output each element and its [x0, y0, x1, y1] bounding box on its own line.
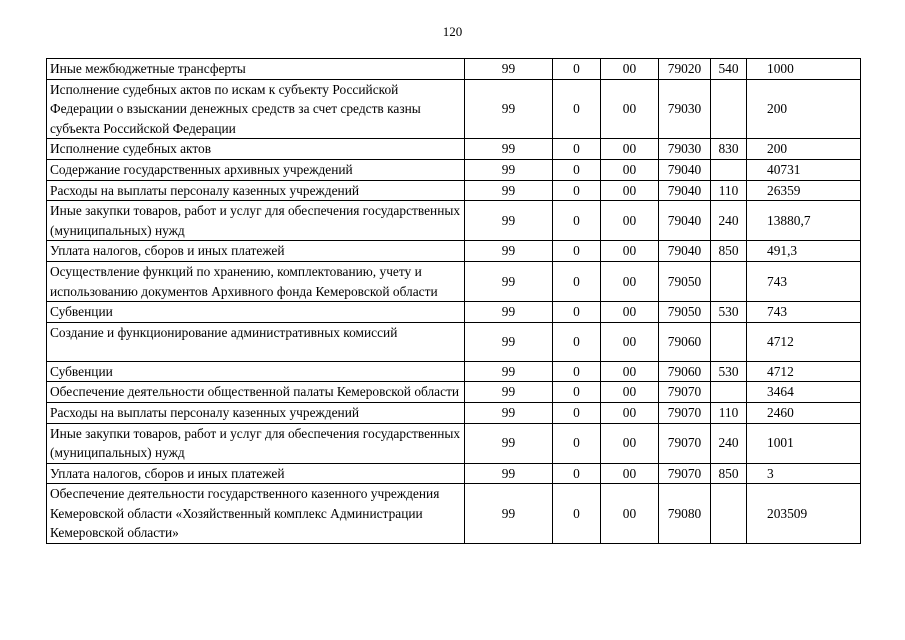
- cell-code-1: 99: [465, 159, 553, 180]
- table-row: [47, 180, 861, 201]
- table-row: [47, 302, 861, 323]
- cell-code-4: 79040: [659, 201, 711, 241]
- cell-code-2: 0: [553, 241, 601, 262]
- cell-code-1: 99: [465, 79, 553, 139]
- cell-code-5: [711, 382, 747, 403]
- cell-code-1: 99: [465, 302, 553, 323]
- row-name: Субвенции: [47, 361, 465, 382]
- cell-sum: 13880,7: [747, 201, 861, 241]
- cell-code-1: 99: [465, 139, 553, 160]
- cell-sum: 4712: [747, 322, 861, 361]
- cell-code-4: 79050: [659, 261, 711, 301]
- row-name: Обеспечение деятельности общественной палаты Кемеровской области: [47, 382, 465, 403]
- row-name: Расходы на выплаты персоналу казенных учреждений: [47, 402, 465, 423]
- cell-code-5: [711, 484, 747, 544]
- cell-sum: 1000: [747, 59, 861, 80]
- cell-code-1: 99: [465, 382, 553, 403]
- cell-code-4: 79060: [659, 361, 711, 382]
- cell-code-3: 00: [601, 261, 659, 301]
- cell-code-5: 850: [711, 463, 747, 484]
- cell-sum: 26359: [747, 180, 861, 201]
- cell-code-5: 240: [711, 201, 747, 241]
- budget-table: [46, 58, 861, 544]
- cell-sum: 203509: [747, 484, 861, 544]
- cell-code-2: 0: [553, 79, 601, 139]
- row-name: Расходы на выплаты персоналу казенных учреждений: [47, 180, 465, 201]
- cell-sum: 743: [747, 261, 861, 301]
- cell-code-5: [711, 79, 747, 139]
- cell-code-1: 99: [465, 463, 553, 484]
- cell-code-1: 99: [465, 201, 553, 241]
- cell-code-5: 530: [711, 302, 747, 323]
- table-row: [47, 159, 861, 180]
- cell-code-1: 99: [465, 322, 553, 361]
- cell-code-2: 0: [553, 484, 601, 544]
- row-name: Обеспечение деятельности государственного казенного учреждения Кемеровской области «Хозяйственный комплекс Администрации Кемеровской области»: [47, 484, 465, 544]
- cell-code-4: 79020: [659, 59, 711, 80]
- cell-code-4: 79070: [659, 423, 711, 463]
- cell-code-3: 00: [601, 302, 659, 323]
- cell-code-2: 0: [553, 180, 601, 201]
- cell-sum: 200: [747, 79, 861, 139]
- cell-code-2: 0: [553, 159, 601, 180]
- cell-sum: 743: [747, 302, 861, 323]
- cell-code-1: 99: [465, 241, 553, 262]
- cell-sum: 200: [747, 139, 861, 160]
- table-row: [47, 201, 861, 241]
- cell-code-3: 00: [601, 402, 659, 423]
- cell-code-5: 850: [711, 241, 747, 262]
- cell-code-3: 00: [601, 361, 659, 382]
- cell-code-2: 0: [553, 463, 601, 484]
- cell-code-5: 110: [711, 180, 747, 201]
- cell-code-4: 79070: [659, 463, 711, 484]
- cell-code-5: [711, 159, 747, 180]
- cell-code-4: 79080: [659, 484, 711, 544]
- cell-code-3: 00: [601, 241, 659, 262]
- cell-sum: 2460: [747, 402, 861, 423]
- table-row: [47, 322, 861, 361]
- cell-code-3: 00: [601, 139, 659, 160]
- table-row: [47, 139, 861, 160]
- cell-code-1: 99: [465, 402, 553, 423]
- cell-code-2: 0: [553, 423, 601, 463]
- cell-sum: 40731: [747, 159, 861, 180]
- cell-code-4: 79040: [659, 241, 711, 262]
- cell-code-3: 00: [601, 382, 659, 403]
- row-name: Иные межбюджетные трансферты: [47, 59, 465, 80]
- page-number: 120: [442, 24, 463, 39]
- cell-code-3: 00: [601, 201, 659, 241]
- cell-sum: 491,3: [747, 241, 861, 262]
- cell-code-4: 79030: [659, 139, 711, 160]
- table-row: [47, 59, 861, 80]
- cell-code-2: 0: [553, 261, 601, 301]
- cell-code-4: 79040: [659, 159, 711, 180]
- cell-code-2: 0: [553, 302, 601, 323]
- row-name: Иные закупки товаров, работ и услуг для обеспечения государственных (муниципальных) нужд: [47, 201, 465, 241]
- cell-code-3: 00: [601, 159, 659, 180]
- cell-code-5: 110: [711, 402, 747, 423]
- cell-code-3: 00: [601, 79, 659, 139]
- row-name: Иные закупки товаров, работ и услуг для обеспечения государственных (муниципальных) нужд: [47, 423, 465, 463]
- cell-code-1: 99: [465, 261, 553, 301]
- cell-sum: 3: [747, 463, 861, 484]
- table-row: [47, 79, 861, 139]
- cell-code-2: 0: [553, 382, 601, 403]
- cell-code-3: 00: [601, 322, 659, 361]
- row-name: Содержание государственных архивных учреждений: [47, 159, 465, 180]
- cell-code-5: 240: [711, 423, 747, 463]
- table-row: [47, 402, 861, 423]
- cell-code-4: 79030: [659, 79, 711, 139]
- table-row: [47, 423, 861, 463]
- cell-code-3: 00: [601, 423, 659, 463]
- cell-code-5: 530: [711, 361, 747, 382]
- row-name: Субвенции: [47, 302, 465, 323]
- cell-sum: 1001: [747, 423, 861, 463]
- table-row: [47, 463, 861, 484]
- cell-code-3: 00: [601, 180, 659, 201]
- cell-code-1: 99: [465, 361, 553, 382]
- row-name: Исполнение судебных актов по искам к субъекту Российской Федерации о взыскании денежных средств за счет средств казны субъекта Российской Федерации: [47, 79, 465, 139]
- cell-code-5: [711, 261, 747, 301]
- cell-code-4: 79060: [659, 322, 711, 361]
- cell-code-5: [711, 322, 747, 361]
- table-row: [47, 361, 861, 382]
- table-row: [47, 241, 861, 262]
- table-row: [47, 484, 861, 544]
- cell-code-4: 79040: [659, 180, 711, 201]
- cell-code-2: 0: [553, 139, 601, 160]
- row-name: Уплата налогов, сборов и иных платежей: [47, 241, 465, 262]
- cell-code-2: 0: [553, 322, 601, 361]
- cell-code-2: 0: [553, 201, 601, 241]
- row-name: Создание и функционирование административных комиссий: [47, 322, 465, 361]
- cell-code-2: 0: [553, 59, 601, 80]
- cell-code-2: 0: [553, 361, 601, 382]
- cell-code-1: 99: [465, 59, 553, 80]
- cell-code-4: 79070: [659, 382, 711, 403]
- cell-code-1: 99: [465, 423, 553, 463]
- cell-code-3: 00: [601, 59, 659, 80]
- table-row: [47, 261, 861, 301]
- table-row: [47, 382, 861, 403]
- cell-code-5: 830: [711, 139, 747, 160]
- cell-code-4: 79070: [659, 402, 711, 423]
- row-name: Исполнение судебных актов: [47, 139, 465, 160]
- row-name: Уплата налогов, сборов и иных платежей: [47, 463, 465, 484]
- cell-code-3: 00: [601, 484, 659, 544]
- cell-code-4: 79050: [659, 302, 711, 323]
- cell-code-1: 99: [465, 484, 553, 544]
- cell-code-2: 0: [553, 402, 601, 423]
- cell-sum: 3464: [747, 382, 861, 403]
- cell-sum: 4712: [747, 361, 861, 382]
- cell-code-3: 00: [601, 463, 659, 484]
- cell-code-5: 540: [711, 59, 747, 80]
- row-name: Осуществление функций по хранению, комплектованию, учету и использованию документов Архивного фонда Кемеровской области: [47, 261, 465, 301]
- cell-code-1: 99: [465, 180, 553, 201]
